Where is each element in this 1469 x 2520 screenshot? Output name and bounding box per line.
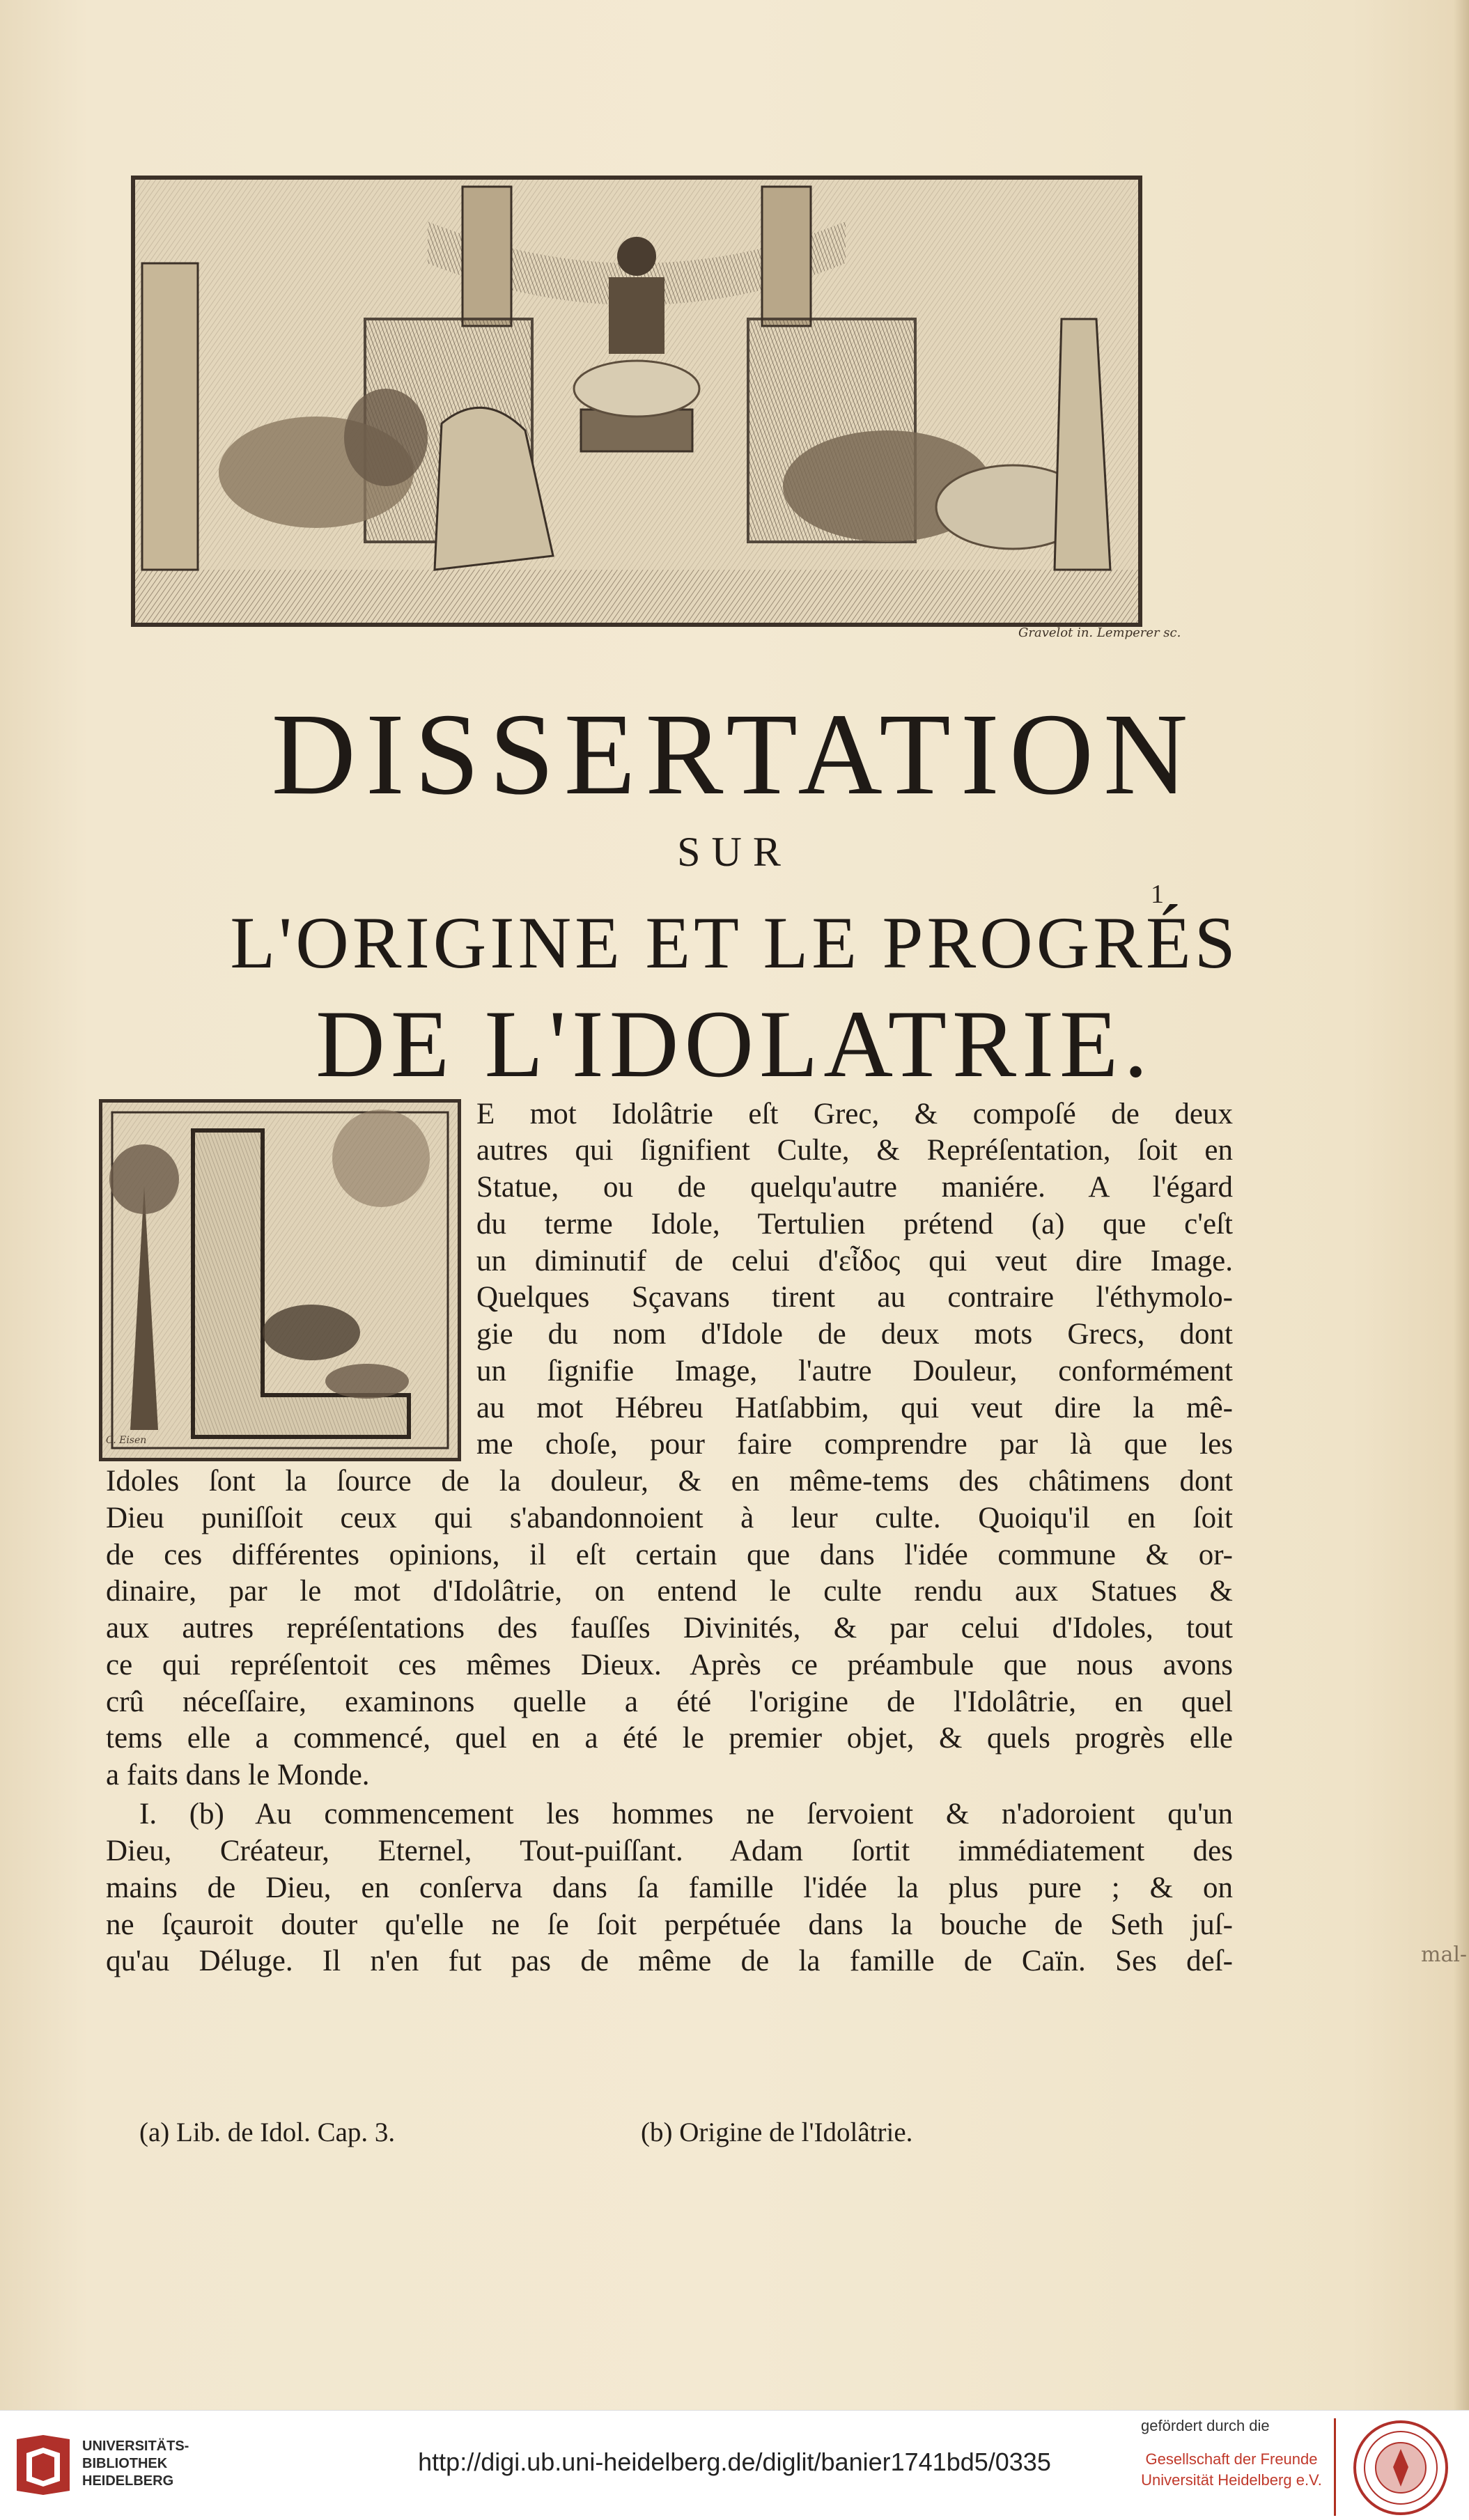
text-line: Idoles ſont la ſource de la douleur, & en même-tems des châtimens dont [106,1465,1233,1498]
margin-note: mal- [1421,1943,1468,1967]
dropcap-illustration [99,1099,461,1461]
headpiece-engraving [131,176,1142,627]
text-line: aux autres repréſentations des fauſſes Divinités, & par celui d'Idoles, tout [106,1612,1233,1644]
text-line: dinaire, par le mot d'Idolâtrie, on entend le culte rendu aux Statues & [106,1575,1233,1608]
text-line: crû néceſſaire, examinons quelle a été l'origine de l'Idolâtrie, en quel [106,1686,1233,1718]
text-line: autres qui ſignifient Culte, & Repréſentation, ſoit en [476,1134,1233,1167]
text-line: Dieu puniſſoit ceux qui s'abandonnoient à leur culte. Quoiqu'il en ſoit [106,1502,1233,1534]
text-line: un ſignifie Image, l'autre Douleur, conformément [476,1355,1233,1387]
footnote-a: (a) Lib. de Idol. Cap. 3. [139,2117,396,2147]
engraving-illustration [135,180,1138,623]
dropcap-letter-image [102,1103,458,1458]
sponsor-line-2: Universität Heidelberg e.V. [1141,2471,1322,2489]
text-line: I. (b) Au commencement les hommes ne ſervoient & n'adoroient qu'un [139,1798,1233,1830]
text-line: du terme Idole, Tertulien prétend (a) que c'eſt [476,1208,1233,1240]
text-line: au mot Hébreu Hatſabbim, qui veut dire la mê- [476,1392,1233,1424]
library-line-1: UNIVERSITÄTS- [82,2439,189,2454]
text-line: ce qui repréſentoit ces mêmes Dieux. Après ce préambule que nous avons [106,1649,1233,1681]
text-line: tems elle a commencé, quel en a été le premier objet, & quels progrès elle [106,1722,1233,1755]
sponsor-line-1: Gesellschaft der Freunde [1145,2450,1318,2468]
title-subtitle: L'ORIGINE ET LE PROGRÉS [230,902,1239,983]
text-line: Statue, ou de quelqu'autre maniére. A l'égard [476,1171,1233,1204]
footnote-b: (b) Origine de l'Idolâtrie. [641,2117,913,2147]
dropcap-caption: C. Eisen [106,1435,147,1446]
text-line: un diminutif de celui d'εἶδος qui veut dire Image. [476,1245,1233,1277]
sponsor-intro: gefördert durch die [1141,2417,1270,2434]
page-folio: 1 [1151,880,1164,909]
library-line-2: BIBLIOTHEK [82,2456,168,2471]
text-line: gie du nom d'Idole de deux mots Grecs, dont [476,1318,1233,1351]
text-line: Dieu, Créateur, Eternel, Tout-puiſſant. Adam ſortit immédiatement des [106,1835,1233,1867]
page-edge [1454,0,1469,2410]
library-line-3: HEIDELBERG [82,2473,174,2489]
title-main: DISSERTATION [271,690,1198,819]
university-seal-icon [1351,2418,1450,2517]
text-line: de ces différentes opinions, il eſt certain que dans l'idée commune & or- [106,1539,1233,1571]
title-subject: DE L'IDOLATRIE. [316,990,1153,1097]
text-line: qu'au Déluge. Il n'en fut pas de même de la famille de Caïn. Ses deſ- [106,1945,1233,1977]
permalink-url[interactable]: http://digi.ub.uni-heidelberg.de/diglit/banier1741bd5/0335 [418,2448,1051,2476]
text-line: mains de Dieu, en conſerva dans ſa famille l'idée la plus pure ; & on [106,1872,1233,1904]
sponsor-name [1141,2449,1322,2491]
footer-divider [1334,2418,1336,2516]
text-line: a faits dans le Monde. [106,1759,370,1791]
text-line: E mot Idolâtrie eſt Grec, & compoſé de deux [476,1098,1233,1130]
engraver-signature: Gravelot in. Lemperer sc. [1018,625,1181,640]
title-preposition: SUR [677,829,792,875]
text-line: ne ſçauroit douter qu'elle ne ſe ſoit perpétuée dans la bouche de Seth juſ- [106,1908,1233,1941]
text-line: Quelques Sçavans tirent au contraire l'éthymolo- [476,1281,1233,1314]
text-line: me choſe, pour faire comprendre par là que les [476,1428,1233,1461]
